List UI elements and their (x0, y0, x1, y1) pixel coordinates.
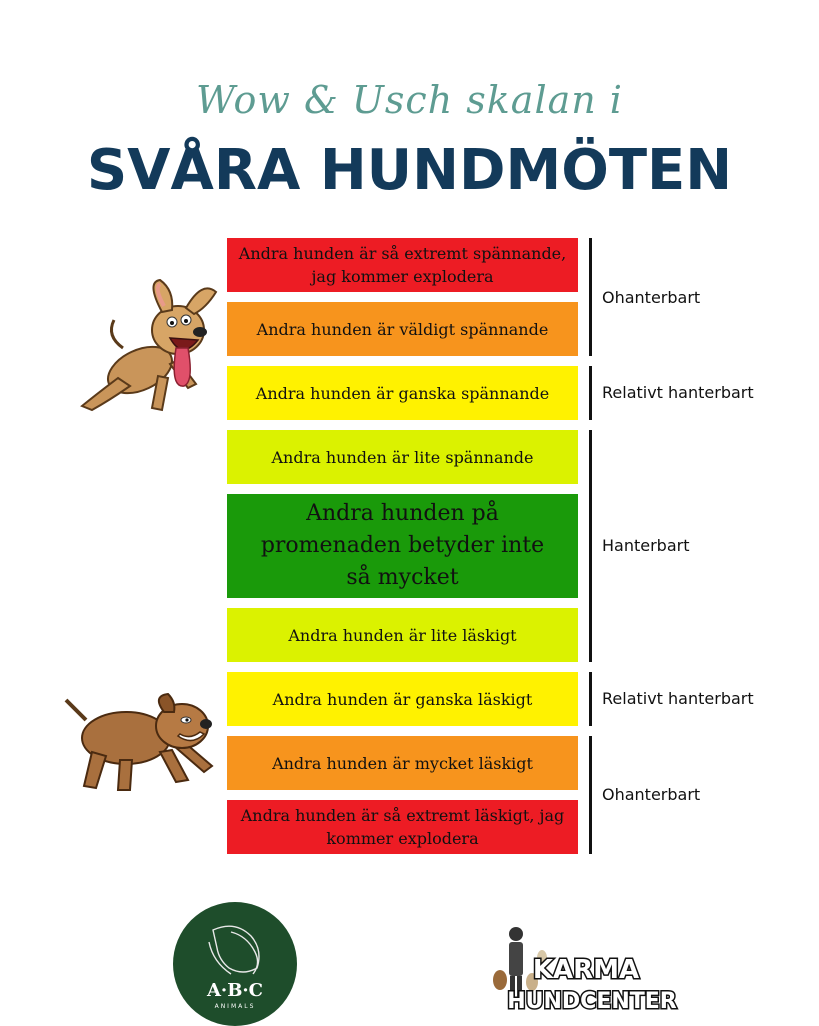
scale-level-slightly-exciting: Andra hunden är lite spännande (227, 430, 578, 484)
group-bracket (589, 238, 592, 356)
karma-logo-line2: HUNDCENTER (507, 989, 677, 1014)
karma-hundcenter-logo (490, 918, 690, 1018)
group-label-unmanageable: Ohanterbart (602, 785, 701, 804)
scale-level-very-scary: Andra hunden är mycket läskigt (227, 736, 578, 790)
scale-level-extremely-scary: Andra hunden är så extremt läskigt, jag kommer explodera (227, 800, 578, 854)
abc-logo-text: A·B·C (206, 980, 264, 1001)
page-title: SVÅRA HUNDMÖTEN (86, 138, 733, 203)
scale-level-neutral: Andra hunden på promenaden betyder inte så mycket (227, 494, 578, 598)
excited-dog-icon (78, 278, 218, 420)
group-bracket (589, 430, 592, 662)
scale-level-extremely-exciting: Andra hunden är så extremt spännande, jag kommer explodera (227, 238, 578, 292)
scale-level-slightly-scary: Andra hunden är lite läskigt (227, 608, 578, 662)
abc-logo-subtext: ANIMALS (214, 1003, 256, 1010)
group-label-relatively-manageable: Relativt hanterbart (602, 383, 754, 402)
scale-level-very-exciting: Andra hunden är väldigt spännande (227, 302, 578, 356)
group-label-manageable: Hanterbart (602, 536, 690, 555)
scared-dog-icon (64, 690, 216, 796)
scale-level-quite-exciting: Andra hunden är ganska spännande (227, 366, 578, 420)
scale-level-quite-scary: Andra hunden är ganska läskigt (227, 672, 578, 726)
group-bracket (589, 672, 592, 726)
karma-logo-line1: KARMA (532, 955, 640, 985)
group-label-unmanageable: Ohanterbart (602, 288, 701, 307)
group-label-relatively-manageable: Relativt hanterbart (602, 689, 754, 708)
abc-animals-logo (173, 902, 297, 1026)
group-bracket (589, 366, 592, 420)
group-bracket (589, 736, 592, 854)
page-subtitle: Wow & Usch skalan i (196, 78, 623, 122)
